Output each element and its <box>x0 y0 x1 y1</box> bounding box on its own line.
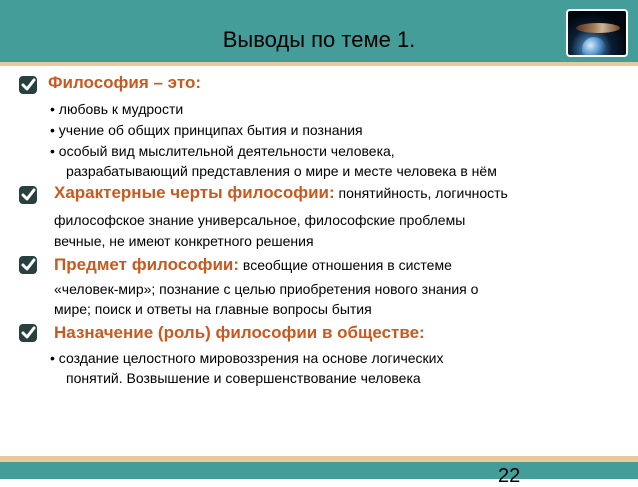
checkmark-icon <box>18 75 38 95</box>
checkmark-icon <box>18 323 38 343</box>
page-number: 22 <box>498 465 521 487</box>
section-heading: Характерные черты философии: <box>54 183 335 202</box>
footer-bar <box>0 462 638 479</box>
section-text: «человек-мир»; познание с целью приобретения нового знания о <box>54 281 479 297</box>
slide-title: Выводы по теме 1. <box>222 27 416 52</box>
section-text: мире; поиск и ответы на главные вопросы бытия <box>54 301 372 317</box>
section-text: философское знание универсальное, философские проблемы <box>54 212 466 228</box>
bullet-item: • особый вид мыслительной деятельности человека, <box>50 143 395 159</box>
eye-globe-image <box>566 9 628 57</box>
section-heading-line <box>54 183 508 203</box>
section-heading-line <box>54 255 452 275</box>
section-heading: Философия – это: <box>48 73 201 92</box>
heading-inline-text: понятийность, логичность <box>334 185 508 201</box>
heading-inline-text: всеобщие отношения в системе <box>239 257 452 273</box>
eye-graphic <box>576 23 620 33</box>
header-stripe <box>0 62 638 66</box>
bullet-item: • создание целостного мировоззрения на основе логических <box>50 350 444 366</box>
section-heading: Предмет философии: <box>54 255 240 274</box>
bullet-continuation: разрабатывающий представления о мире и месте человека в нём <box>66 163 497 179</box>
section-heading: Назначение (роль) философии в обществе: <box>54 323 425 342</box>
bullet-continuation: понятий. Возвышение и совершенствование человека <box>66 370 421 386</box>
bullet-item: • любовь к мудрости <box>50 101 184 117</box>
bullet-item: • учение об общих принципах бытия и познания <box>50 122 363 138</box>
checkmark-icon <box>18 255 38 275</box>
checkmark-icon <box>18 185 38 205</box>
section-text: вечные, не имеют конкретного решения <box>54 233 314 249</box>
globe-graphic <box>582 37 606 57</box>
